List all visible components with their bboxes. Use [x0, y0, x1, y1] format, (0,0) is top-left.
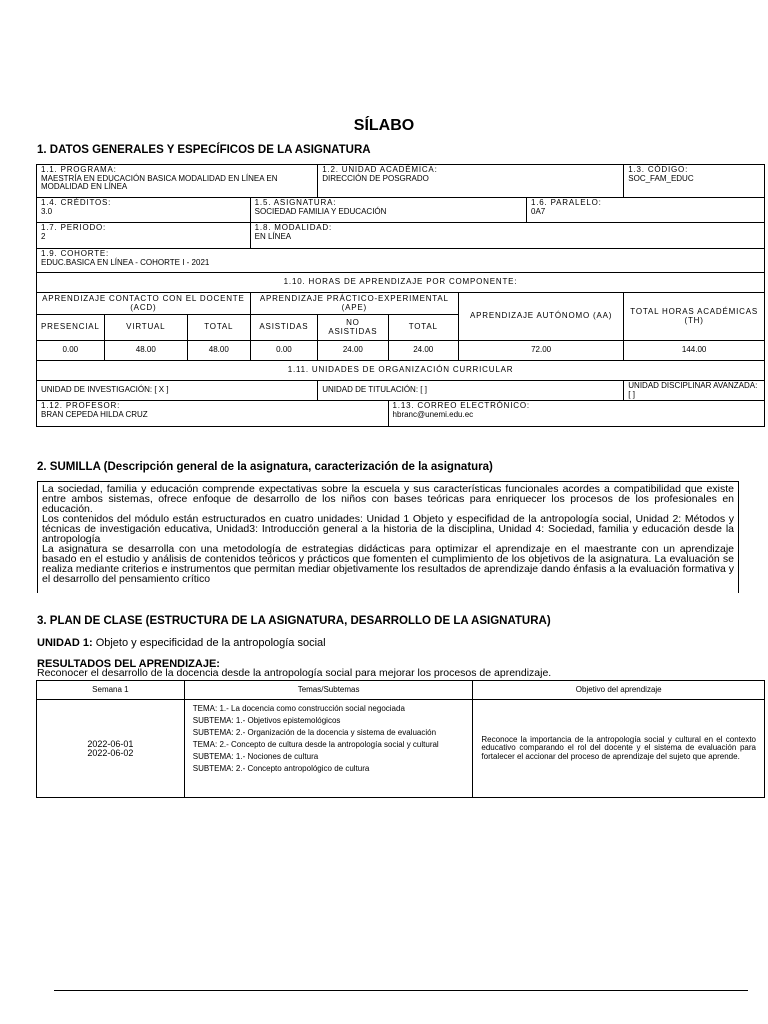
sumilla-paragraph: La asignatura se desarrolla con una metodología de estrategias didácticas para optimizar el aprendizaje en el maestrante con un aprendizaje basado en el estudio y análisis de contenidos teóricos y prácticos que fomenten el cumplimiento de los objetivos de la asignatura. La evaluación se realiza mediante criterios e instrumentos que permitan mediar objetivamente los resultados de aprendizaje dando énfasis a la evaluación formativa y el desarrollo del pensamiento crítico — [42, 543, 734, 585]
modalidad-value: EN LÍNEA — [254, 231, 292, 241]
programa-cell — [37, 165, 318, 198]
general-data-table — [36, 164, 765, 427]
topics-cell — [184, 700, 473, 798]
sumilla-paragraph: La sociedad, familia y educación comprende expectativas sobre la escuela y sus características funcionales acordes a compatibilidad que existe entre ambos sistemas, ofrece enfoque de desarrollo de los niños con bases teóricas para enriquecer los procesos de los profesionales en educación. — [42, 483, 734, 515]
unidades-heading: 1.11. UNIDADES DE ORGANIZACIÓN CURRICULAR — [37, 361, 765, 381]
topic-item: SUBTEMA: 2.- Concepto antropológico de cultura — [192, 764, 370, 773]
correo-value: hbranc@unemi.edu.ec — [392, 409, 474, 419]
periodo-label: 1.7. PERIODO: — [41, 223, 107, 232]
profesor-label: 1.12. PROFESOR: — [41, 401, 121, 410]
date-start: 2022-06-01 — [87, 739, 134, 749]
resultados-text: Reconocer el desarrollo de la docencia desde la antropología social para mejorar los procesos de aprendizaje. — [37, 667, 552, 679]
aa-header: APRENDIZAJE AUTÓNOMO (AA) — [458, 293, 623, 341]
th-value: 144.00 — [624, 341, 765, 361]
topics-header: Temas/Subtemas — [184, 681, 473, 700]
asignatura-label: 1.5. ASIGNATURA: — [254, 198, 337, 207]
paralelo-value: 0A7 — [531, 206, 546, 216]
asignatura-cell — [250, 198, 526, 223]
presencial-value: 0.00 — [37, 341, 105, 361]
section-1-heading: 1. DATOS GENERALES Y ESPECÍFICOS DE LA ASIGNATURA — [37, 144, 371, 156]
section-3-heading: 3. PLAN DE CLASE (ESTRUCTURA DE LA ASIGNATURA, DESARROLLO DE LA ASIGNATURA) — [37, 615, 551, 627]
asignatura-value: SOCIEDAD FAMILIA Y EDUCACIÓN — [254, 206, 387, 216]
modalidad-label: 1.8. MODALIDAD: — [254, 223, 333, 232]
topic-item: SUBTEMA: 1.- Objetivos epistemológicos — [192, 716, 341, 725]
virtual-header: VIRTUAL — [104, 315, 187, 341]
ape-header: APRENDIZAJE PRÁCTICO-EXPERIMENTAL (APE) — [250, 293, 458, 315]
th-header: TOTAL HORAS ACADÉMICAS (TH) — [624, 293, 765, 341]
cohorte-cell — [37, 249, 765, 273]
section-2-heading: 2. SUMILLA (Descripción general de la asignatura, caracterización de la asignatura) — [37, 461, 493, 473]
week-header: Semana 1 — [37, 681, 185, 700]
periodo-value: 2 — [41, 231, 46, 241]
paralelo-cell — [527, 198, 765, 223]
asistidas-value: 0.00 — [250, 341, 318, 361]
profesor-value: BRAN CEPEDA HILDA CRUZ — [41, 409, 148, 419]
correo-cell — [388, 401, 764, 427]
objective-cell: Reconoce la importancia de la antropología social y cultural en el contexto educativo comparando el rol del docente y el sistema de evaluación para fortalecer el accionar del proceso de aprendizaje del sujeto que aprende. — [473, 700, 765, 798]
dates-cell — [37, 700, 185, 798]
unit-label: UNIDAD 1: — [37, 637, 93, 649]
aa-value: 72.00 — [458, 341, 623, 361]
no-asistidas-header: NO ASISTIDAS — [318, 315, 388, 341]
unidad-academica-label: 1.2. UNIDAD ACADÉMICA: — [322, 165, 438, 174]
asistidas-header: ASISTIDAS — [250, 315, 318, 341]
topic-item: TEMA: 1.- La docencia como construcción social negociada — [192, 704, 405, 713]
unidad-disciplinar: UNIDAD DISCIPLINAR AVANZADA: [ ] — [624, 381, 765, 401]
table-row — [37, 700, 765, 798]
no-asistidas-value: 24.00 — [318, 341, 388, 361]
ape-total-value: 24.00 — [388, 341, 458, 361]
unidad-academica-cell — [318, 165, 624, 198]
codigo-value: SOC_FAM_EDUC — [628, 173, 694, 183]
presencial-header: PRESENCIAL — [37, 315, 105, 341]
unidad-investigacion: UNIDAD DE INVESTIGACIÓN: [ X ] — [37, 381, 318, 401]
codigo-cell — [624, 165, 765, 198]
paralelo-label: 1.6. PARALELO: — [531, 198, 602, 207]
creditos-cell — [37, 198, 251, 223]
page-title: SÍLABO — [353, 117, 415, 134]
topic-item: SUBTEMA: 1.- Nociones de cultura — [192, 752, 319, 761]
date-end: 2022-06-02 — [87, 747, 134, 758]
unidad-academica-value: DIRECCIÓN DE POSGRADO — [322, 173, 429, 183]
correo-label: 1.13. CORREO ELECTRÓNICO: — [392, 401, 530, 410]
topic-item: SUBTEMA: 2.- Organización de la docencia y sistema de evaluación — [192, 728, 437, 737]
acd-total-header: TOTAL — [187, 315, 250, 341]
resultados-label: RESULTADOS DEL APRENDIZAJE: — [37, 658, 220, 670]
lesson-plan-table — [36, 680, 765, 798]
cohorte-label: 1.9. COHORTE: — [41, 249, 110, 258]
unit-line — [37, 637, 326, 649]
codigo-label: 1.3. CÓDIGO: — [628, 165, 689, 174]
objective-header: Objetivo del aprendizaje — [473, 681, 765, 700]
cohorte-value: EDUC.BASICA EN LÍNEA - COHORTE I - 2021 — [41, 257, 210, 267]
creditos-value: 3.0 — [41, 206, 53, 216]
sumilla-paragraph: Los contenidos del módulo están estructurados en cuatro unidades: Unidad 1 Objeto y especifidad de la antropología social, Unidad 2: Métodos y técnicas de investigación educativa, Unidad3: Introducción general a la historia de la disciplina, Unidad 4: Sociedad, familia y educación desde la antropología — [42, 513, 734, 545]
horas-heading: 1.10. HORAS DE APRENDIZAJE POR COMPONENTE: — [37, 273, 765, 293]
periodo-cell — [37, 223, 251, 249]
modalidad-cell — [250, 223, 764, 249]
unidad-titulacion: UNIDAD DE TITULACIÓN: [ ] — [318, 381, 624, 401]
sumilla-box — [37, 481, 739, 593]
programa-value: MAESTRÍA EN EDUCACIÓN BASICA MODALIDAD EN LÍNEA EN MODALIDAD EN LÍNEA — [41, 173, 278, 191]
unit-title: Objeto y especificidad de la antropología social — [95, 637, 326, 649]
topic-item: TEMA: 2.- Concepto de cultura desde la antropología social y cultural — [192, 740, 439, 749]
acd-header: APRENDIZAJE CONTACTO CON EL DOCENTE (ACD) — [37, 293, 251, 315]
creditos-label: 1.4. CRÉDITOS: — [41, 198, 112, 207]
programa-label: 1.1. PROGRAMA: — [41, 165, 117, 174]
ape-total-header: TOTAL — [388, 315, 458, 341]
footer-divider — [54, 990, 748, 991]
virtual-value: 48.00 — [104, 341, 187, 361]
profesor-cell — [37, 401, 389, 427]
table-header-row — [37, 681, 765, 700]
acd-total-value: 48.00 — [187, 341, 250, 361]
